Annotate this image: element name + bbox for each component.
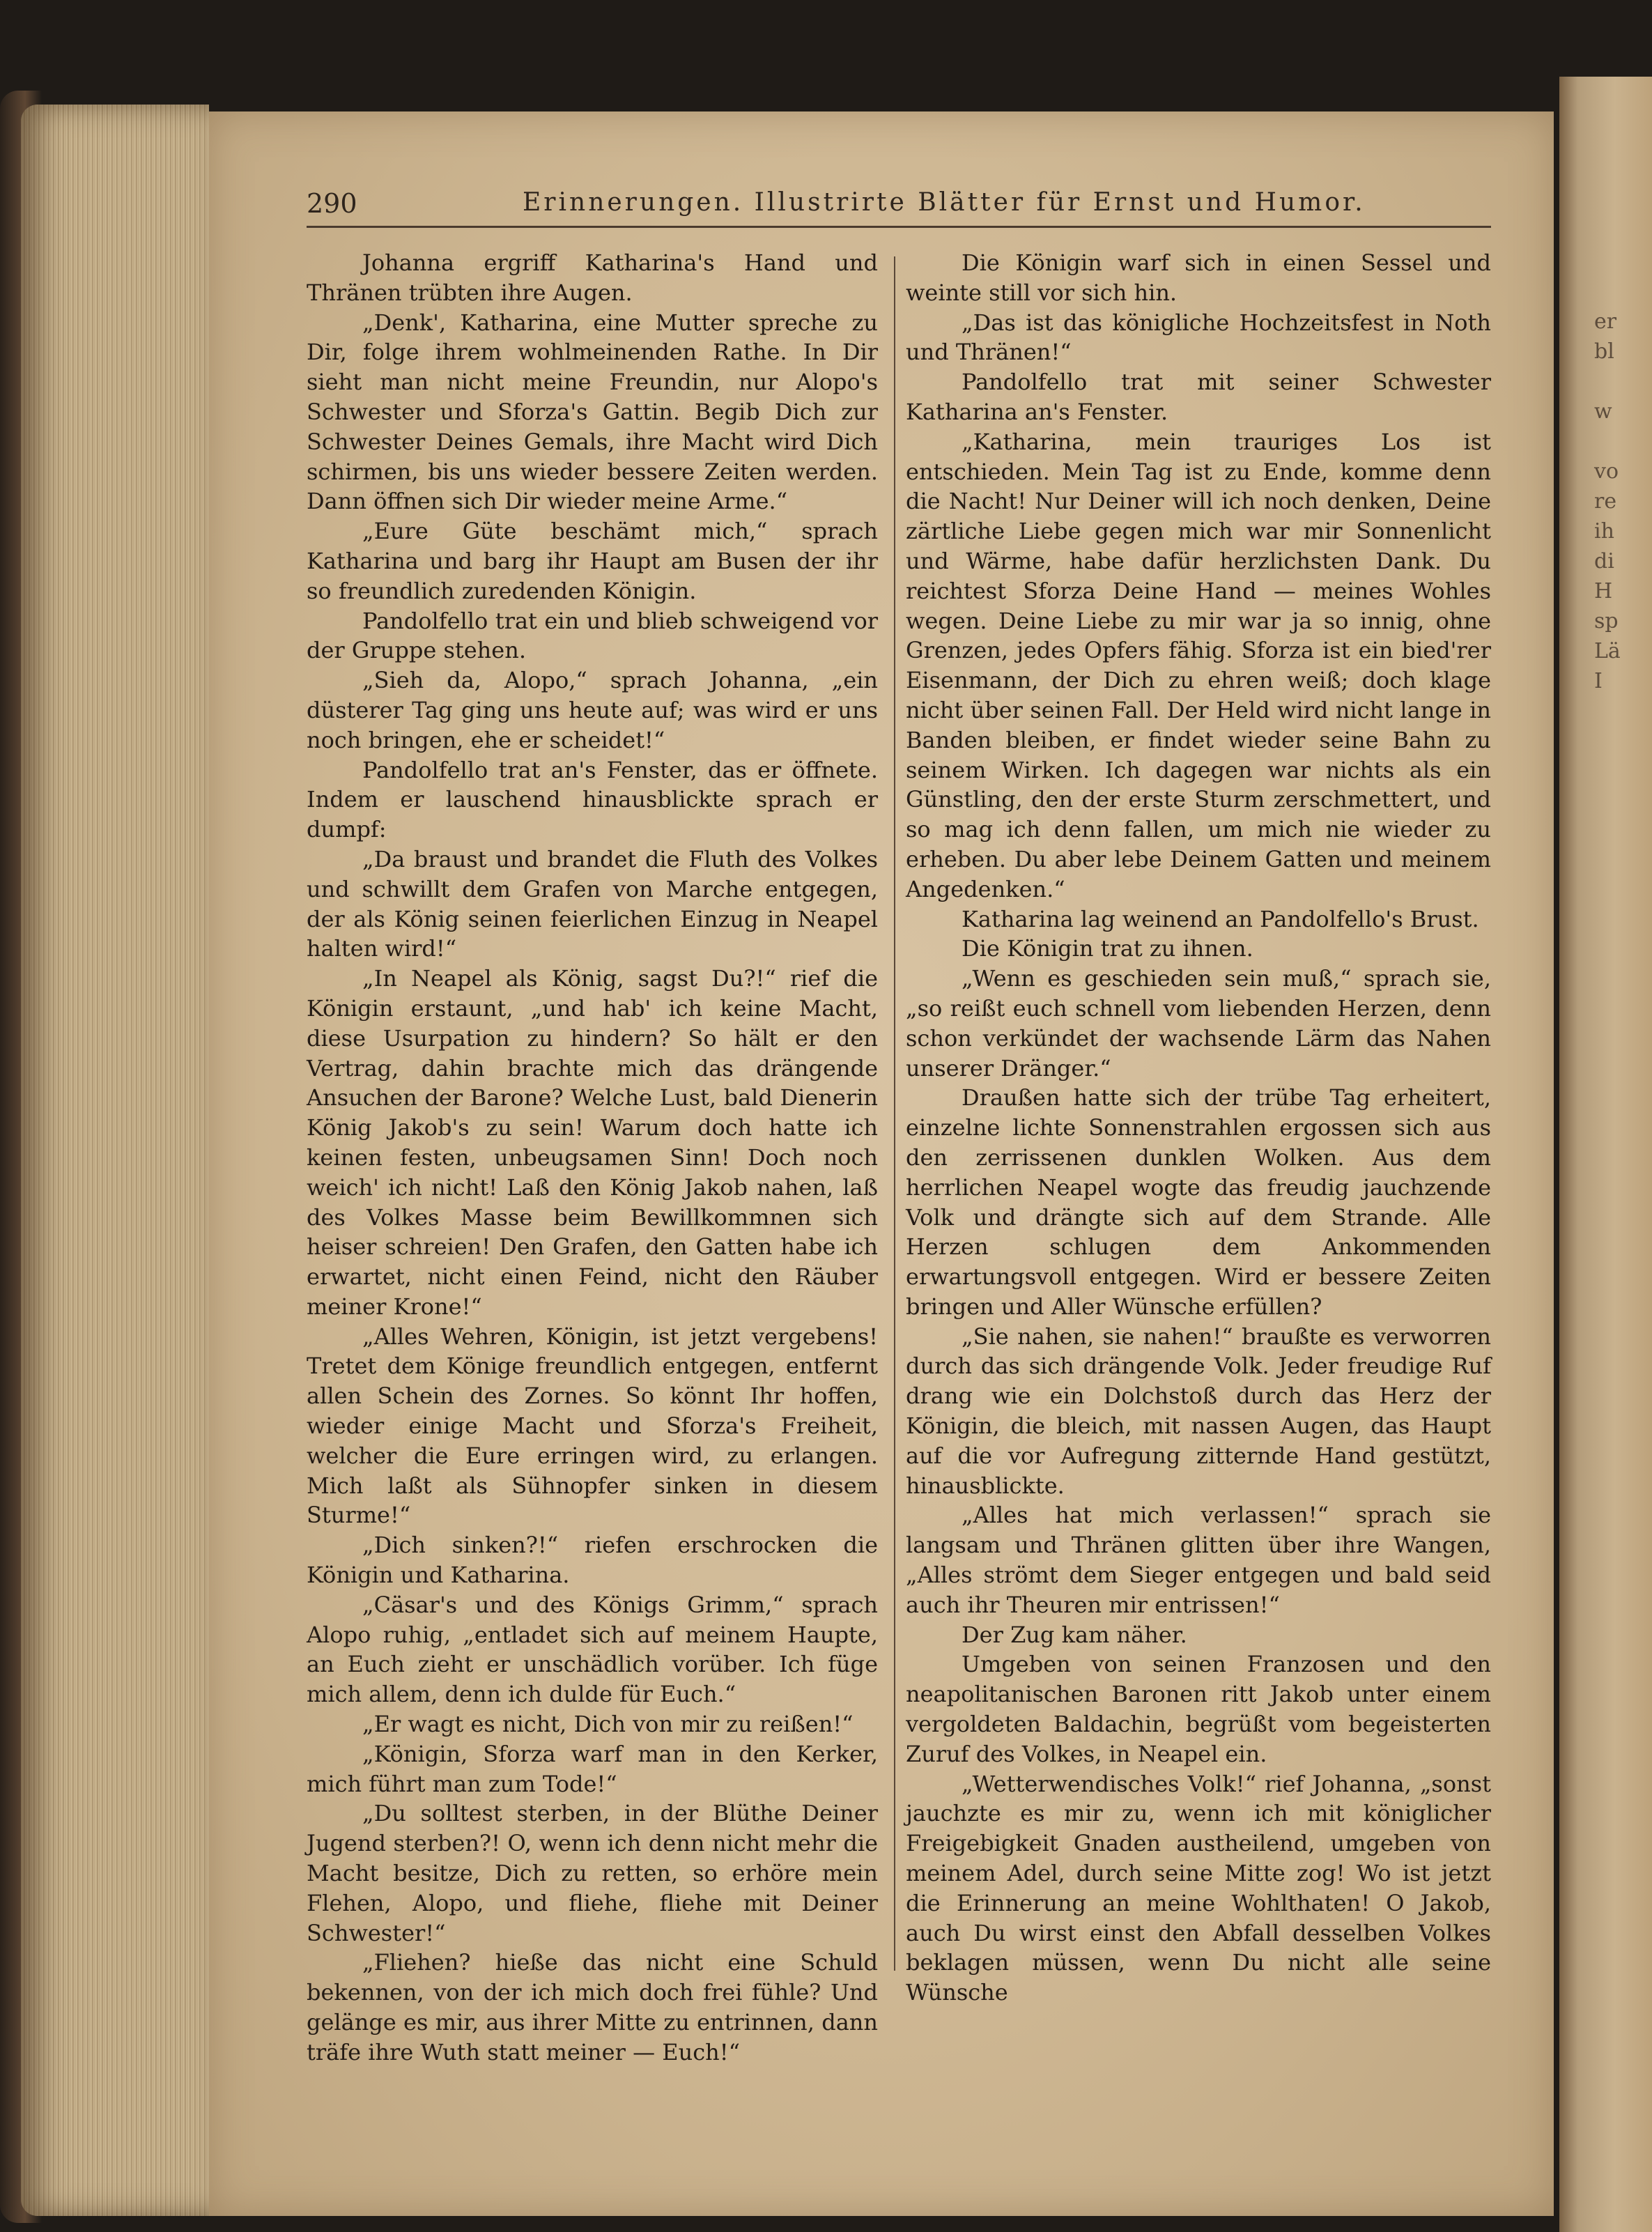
- paragraph: Johanna ergriff Katharina's Hand und Thränen trübten ihre Augen.: [307, 249, 878, 306]
- paragraph: Die Königin warf sich in einen Sessel und weinte still vor sich hin.: [906, 249, 1491, 306]
- adjacent-page-strip: [1559, 77, 1652, 2232]
- paragraph: Katharina lag weinend an Pandolfello's Brust.: [962, 905, 1479, 932]
- page-number: 290: [307, 188, 357, 219]
- left-text-column: [307, 248, 878, 2065]
- column-divider: [894, 256, 895, 1971]
- paragraph: „Katharina, mein trauriges Los ist entschieden. Mein Tag ist zu Ende, komme denn die Nacht! Nur Deiner will ich noch denken, Deine zärtliche Liebe gegen mich war mir Sonnenlicht und Wärme, habe dafür herzlichsten Dank. Du reichtest Sforza Deine Hand — meines Wohles wegen. Deine Liebe zu mir war ja so innig, ohne Grenzen, jedes Opfers fähig. Sforza ist ein bied'rer Eisenmann, der Dich zu ehren weiß; doch klage nicht über seinen Fall. Der Held wird nicht lange in Banden bleiben, er findet wieder seine Bahn zu seinem Wirken. Ich dagegen war nichts als ein Günstling, den der erste Sturm zerschmettert, und so mag ich denn fallen, um mich nie wieder zu erheben. Du aber lebe Deinem Gatten und meinem Angedenken.“: [906, 428, 1491, 902]
- paragraph: „Sieh da, Alopo,“ sprach Johanna, „ein düsterer Tag ging uns heute auf; was wird er uns noch bringen, ehe er scheidet!“: [307, 667, 878, 753]
- paragraph: „Das ist das königliche Hochzeitsfest in Noth und Thränen!“: [906, 309, 1491, 366]
- right-text-column: [906, 248, 1491, 2006]
- paragraph: „Wetterwendisches Volk!“ rief Johanna, „sonst jauchzte es mir zu, wenn ich mit königlicher Freigebigkeit Gnaden austheilend, umgeben von meinem Adel, durch seine Mitte zog! Wo ist jetzt die Erinnerung an meine Wohlthaten! O Jakob, auch Du wirst einst den Abfall desselben Volkes beklagen müssen, wenn Du nicht alle seine Wünsche: [906, 1770, 1491, 2006]
- paragraph: Umgeben von seinen Franzosen und den neapolitanischen Baronen ritt Jakob unter einem vergoldeten Baldachin, begrüßt vom begeisterten Zuruf des Volkes, in Neapel ein.: [906, 1651, 1491, 1767]
- paragraph: „Wenn es geschieden sein muß,“ sprach sie, „so reißt euch schnell vom liebenden Herzen, denn schon verkündet der wachsende Lärm das Nahen unserer Dränger.“: [906, 965, 1491, 1082]
- paragraph: „Eure Güte beschämt mich,“ sprach Katharina und barg ihr Haupt am Busen der ihr so freundlich zuredenden Königin.: [307, 518, 878, 604]
- paragraph: Die Königin trat zu ihnen.: [962, 935, 1253, 962]
- paragraph: „Königin, Sforza warf man in den Kerker, mich führt man zum Tode!“: [307, 1740, 878, 1797]
- paragraph: „Alles Wehren, Königin, ist jetzt vergebens! Tretet dem Könige freundlich entgegen, entfernt allen Schein des Zornes. So könnt Ihr hoffen, wieder einige Macht und Sforza's Freiheit, welcher die Eure erringen wird, zu erlangen. Mich laßt als Sühnopfer sinken in diesem Sturme!“: [307, 1323, 878, 1529]
- paragraph: „Du solltest sterben, in der Blüthe Deiner Jugend sterben?! O, wenn ich denn nicht mehr die Macht besitze, Dich zu retten, so erhöre mein Flehen, Alopo, und fliehe, fliehe mit Deiner Schwester!“: [307, 1800, 878, 1946]
- paragraph: „In Neapel als König, sagst Du?!“ rief die Königin erstaunt, „und hab' ich keine Macht, diese Usurpation zu hindern? So hält er den Vertrag, dahin brachte mich das drängende Ansuchen der Barone? Welche Lust, bald Dienerin König Jakob's zu sein! Warum doch hatte ich keinen festen, unbeugsamen Sinn! Doch noch weich' ich nicht! Laß den König Jakob nahen, laß des Volkes Masse beim Bewillkommnen sich heiser schreien! Den Grafen, den Gatten habe ich erwartet, nicht einen Feind, nicht den Räuber meiner Krone!“: [307, 965, 878, 1320]
- paragraph: „Dich sinken?!“ riefen erschrocken die Königin und Katharina.: [307, 1532, 878, 1589]
- running-title: Erinnerungen. Illustrirte Blätter für Ernst und Humor.: [523, 188, 1366, 217]
- paragraph: Draußen hatte sich der trübe Tag erheitert, einzelne lichte Sonnenstrahlen ergossen sich aus den zerrissenen dunklen Wolken. Aus dem herrlichen Neapel wogte das freudig jauchzende Volk und drängte sich auf dem Strande. Alle Herzen schlugen dem Ankommenden erwartungsvoll entgegen. Wird er bessere Zeiten bringen und Aller Wünsche erfüllen?: [906, 1084, 1491, 1320]
- adjacent-page-text: er bl w vo re ih di H sp Lä I: [1594, 309, 1621, 693]
- paragraph: Der Zug kam näher.: [962, 1621, 1187, 1648]
- paragraph: „Da braust und brandet die Fluth des Volkes und schwillt dem Grafen von Marche entgegen, der als König seinen feierlichen Einzug in Neapel halten wird!“: [307, 845, 878, 962]
- book-page-edges: [21, 105, 209, 2216]
- paragraph: „Cäsar's und des Königs Grimm,“ sprach Alopo ruhig, „entladet sich auf meinem Haupte, an Euch zieht er unschädlich vorüber. Ich füge mich allem, denn ich dulde für Euch.“: [307, 1591, 878, 1708]
- paragraph: Pandolfello trat an's Fenster, das er öffnete. Indem er lauschend hinausblickte sprach er dumpf:: [307, 756, 878, 843]
- page-header: [307, 188, 1491, 228]
- paragraph: „Denk', Katharina, eine Mutter spreche zu Dir, folge ihrem wohlmeinenden Rathe. In Dir sieht man nicht meine Freundin, nur Alopo's Schwester und Sforza's Gattin. Begib Dich zur Schwester Deines Gemals, ihre Macht wird Dich schirmen, bis uns wieder bessere Zeiten werden. Dann öffnen sich Dir wieder meine Arme.“: [307, 309, 878, 515]
- paragraph: „Alles hat mich verlassen!“ sprach sie langsam und Thränen glitten über ihre Wangen, „Alles strömt dem Sieger entgegen und bald seid auch ihr Theuren mir entrissen!“: [906, 1502, 1491, 1618]
- paragraph: „Fliehen? hieße das nicht eine Schuld bekennen, von der ich mich doch frei fühle? Und gelänge es mir, aus ihrer Mitte zu entrinnen, dann träfe ihre Wuth statt meiner — Euch!“: [307, 1949, 878, 2065]
- paragraph: „Er wagt es nicht, Dich von mir zu reißen!“: [362, 1711, 854, 1738]
- paragraph: Pandolfello trat ein und blieb schweigend vor der Gruppe stehen.: [307, 607, 878, 664]
- paragraph: „Sie nahen, sie nahen!“ braußte es verworren durch das sich drängende Volk. Jeder freudige Ruf drang wie ein Dolchstoß durch das Herz der Königin, die bleich, mit nassen Augen, das Haupt auf die vor Aufregung zitternde Hand gestützt, hinausblickte.: [906, 1323, 1491, 1499]
- paragraph: Pandolfello trat mit seiner Schwester Katharina an's Fenster.: [906, 369, 1491, 425]
